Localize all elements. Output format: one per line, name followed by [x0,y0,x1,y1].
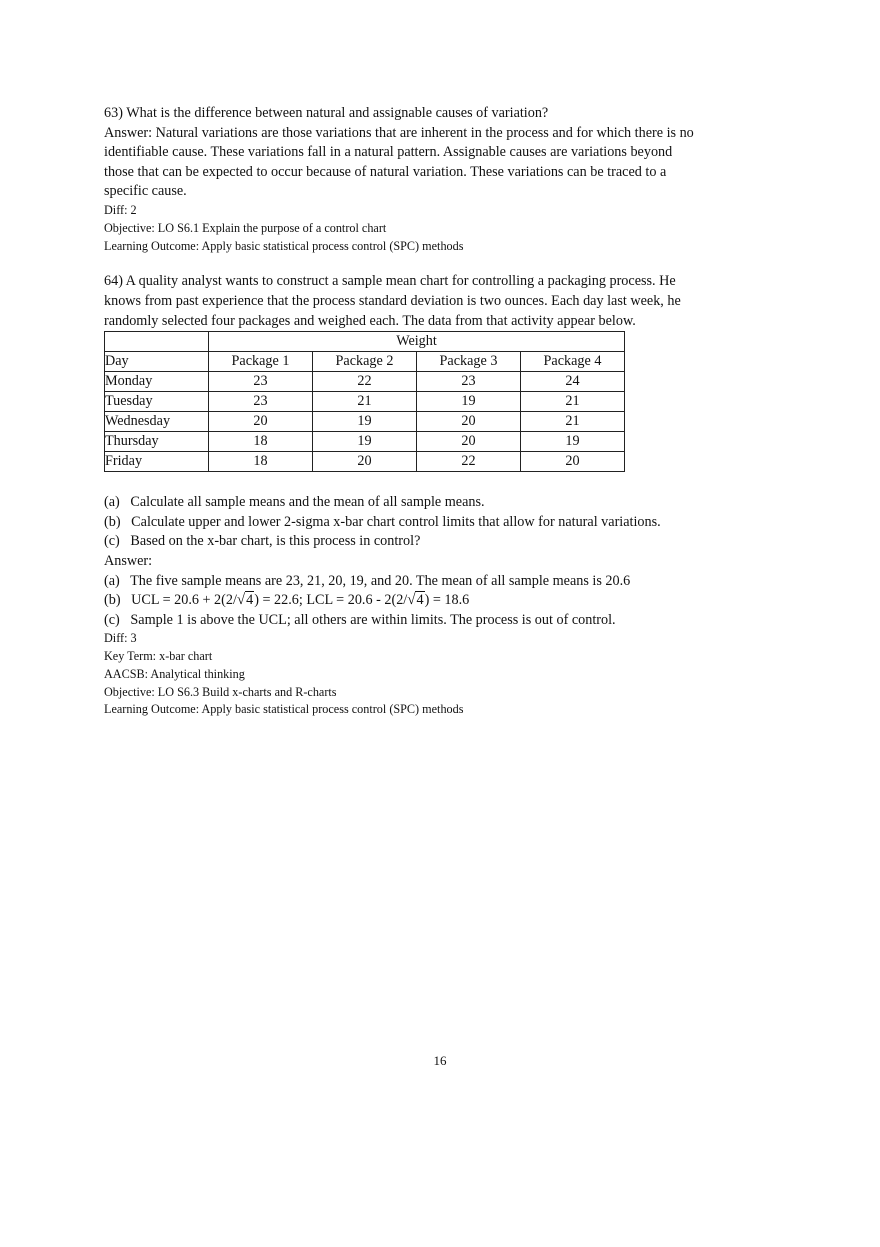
day-cell: Monday [105,372,209,392]
value-cell: 21 [521,392,625,412]
value-cell: 22 [417,452,521,472]
question-64-line: randomly selected four packages and weighed each. The data from that activity appear below. [104,312,636,329]
value-cell: 20 [417,412,521,432]
answer-part-a: (a) The five sample means are 23, 21, 20, 19, and 20. The mean of all sample means is 20.6 [104,572,631,589]
answer-part-b [104,591,744,611]
value-cell: 19 [313,432,417,452]
question-part-c: (c) Based on the x-bar chart, is this process in control? [104,533,421,550]
value-cell: 21 [313,392,417,412]
day-cell: Thursday [105,432,209,452]
value-cell: 20 [209,412,313,432]
day-cell: Friday [105,452,209,472]
column-header: Package 3 [417,352,521,372]
answer-b-text: ) = 18.6 [424,592,470,609]
weight-group-header: Weight [209,332,625,352]
question-part-a: (a) Calculate all sample means and the mean of all sample means. [104,494,485,511]
value-cell: 19 [521,432,625,452]
table-row [105,372,625,392]
spacer [104,255,744,272]
difficulty: Diff: 3 [104,631,137,646]
question-63 [104,104,744,255]
value-cell: 19 [313,412,417,432]
key-term: Key Term: x-bar chart [104,649,213,664]
learning-outcome: Learning Outcome: Apply basic statistical process control (SPC) methods [104,702,464,717]
column-header: Package 2 [313,352,417,372]
answer-63-line: identifiable cause. These variations fall in a natural pattern. Assignable causes are variations beyond [104,144,673,161]
question-part-b: (b) Calculate upper and lower 2-sigma x-bar chart control limits that allow for natural variations. [104,513,661,530]
answer-b-text: ) = 22.6; LCL = 20.6 - 2(2/ [254,592,408,609]
column-header: Package 4 [521,352,625,372]
value-cell: 20 [521,452,625,472]
difficulty: Diff: 2 [104,202,137,217]
question-64-line: 64) A quality analyst wants to construct a sample mean chart for controlling a packaging process. He [104,273,676,290]
answer-63-line: those that can be expected to occur because of natural variation. These variations can be traced to a [104,163,667,180]
question-63-text: 63) What is the difference between natural and assignable causes of variation? [104,105,549,121]
radical-sign-icon: √ [407,592,416,609]
table-row [105,392,625,412]
table-corner-cell [105,332,209,352]
day-cell: Wednesday [105,412,209,432]
value-cell: 22 [313,372,417,392]
value-cell: 21 [521,412,625,432]
answer-63-line: specific cause. [104,183,187,200]
value-cell: 24 [521,372,625,392]
table-row [105,432,625,452]
value-cell: 18 [209,452,313,472]
answer-63-line: Answer: Natural variations are those variations that are inherent in the process and for which there is no [104,124,694,141]
table-header-row [105,352,625,372]
objective: Objective: LO S6.1 Explain the purpose of a control chart [104,220,387,235]
objective: Objective: LO S6.3 Build x-charts and R-charts [104,684,337,699]
day-cell: Tuesday [105,392,209,412]
answer-part-c: (c) Sample 1 is above the UCL; all others are within limits. The process is out of control. [104,611,616,628]
day-header: Day [105,352,209,372]
value-cell: 23 [209,392,313,412]
value-cell: 23 [417,372,521,392]
value-cell: 23 [209,372,313,392]
question-64-line: knows from past experience that the process standard deviation is two ounces. Each day last week, he [104,292,681,309]
weights-table [104,331,625,472]
value-cell: 20 [313,452,417,472]
question-64 [104,272,744,719]
radical-sign-icon: √ [236,592,246,609]
value-cell: 18 [209,432,313,452]
value-cell: 20 [417,432,521,452]
radicand: 4 [246,592,254,609]
answer-label: Answer: [104,552,153,569]
column-header: Package 1 [209,352,313,372]
spacer [104,472,744,493]
aacsb: AACSB: Analytical thinking [104,666,245,681]
value-cell: 19 [417,392,521,412]
table-row [105,412,625,432]
answer-b-text: (b) UCL = 20.6 + 2(2/ [104,592,237,609]
document-page [104,104,744,719]
learning-outcome: Learning Outcome: Apply basic statistical process control (SPC) methods [104,238,464,253]
page-number: 16 [433,1053,447,1068]
table-row [105,452,625,472]
table-header-row [105,332,625,352]
square-root [407,591,424,611]
radicand: 4 [416,592,424,609]
square-root [237,591,254,611]
